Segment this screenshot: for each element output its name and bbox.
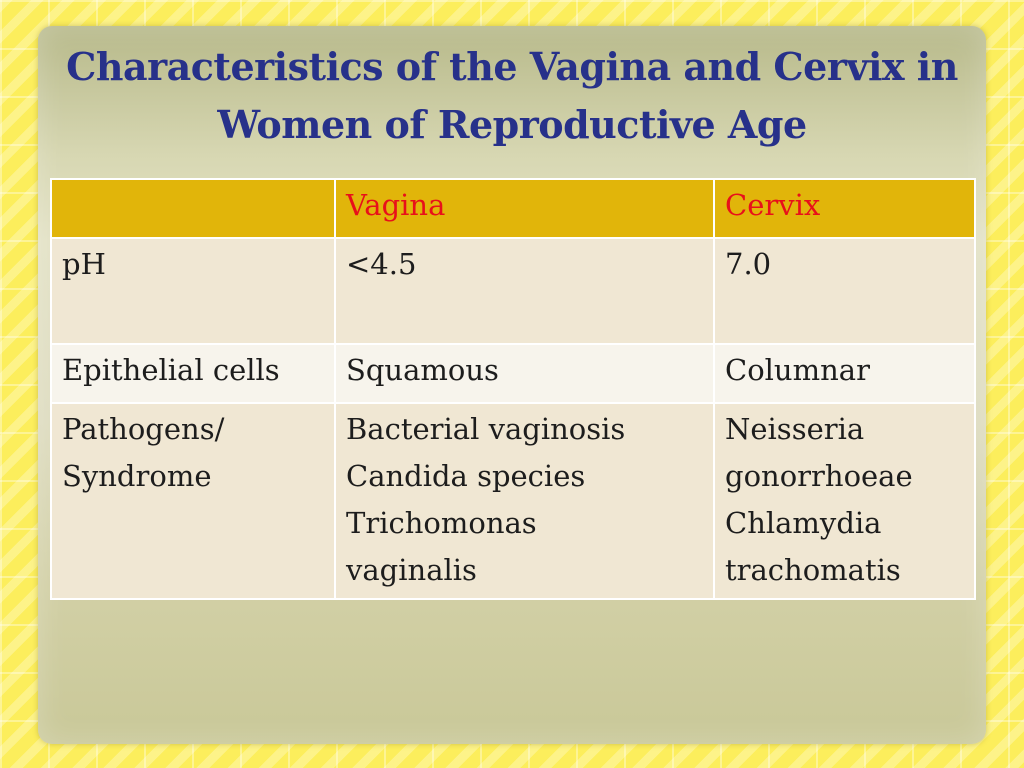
cervix-cell bbox=[714, 344, 975, 403]
row-label-cell bbox=[51, 403, 335, 599]
vagina-value: Candida species bbox=[346, 459, 586, 493]
header-cell-cervix: Cervix bbox=[714, 179, 975, 238]
cervix-value: Neisseria bbox=[725, 412, 865, 446]
vagina-value: Trichomonas bbox=[346, 506, 537, 540]
cervix-value: 7.0 bbox=[725, 247, 772, 281]
vagina-cell bbox=[335, 403, 714, 599]
slide-title bbox=[0, 38, 1024, 154]
table-row-ph bbox=[51, 238, 975, 344]
cervix-cell bbox=[714, 403, 975, 599]
cervix-value: Chlamydia bbox=[725, 506, 882, 540]
cervix-value: gonorrhoeae bbox=[725, 459, 913, 493]
vagina-value: vaginalis bbox=[346, 553, 477, 587]
slide-title-line-2: Women of Reproductive Age bbox=[217, 102, 807, 147]
vagina-value: Squamous bbox=[346, 353, 499, 387]
slide-title-line-1: Characteristics of the Vagina and Cervix in bbox=[66, 44, 958, 89]
row-label-text: Syndrome bbox=[62, 459, 212, 493]
header-cell-empty bbox=[51, 179, 335, 238]
table-header-row bbox=[51, 179, 975, 238]
vagina-value: <4.5 bbox=[346, 247, 417, 281]
cervix-value: Columnar bbox=[725, 353, 870, 387]
vagina-value: Bacterial vaginosis bbox=[346, 412, 626, 446]
row-label-text: Epithelial cells bbox=[62, 353, 280, 387]
cervix-value: trachomatis bbox=[725, 553, 901, 587]
row-label-cell bbox=[51, 238, 335, 344]
vagina-cell bbox=[335, 238, 714, 344]
vagina-cell bbox=[335, 344, 714, 403]
cervix-cell bbox=[714, 238, 975, 344]
comparison-table bbox=[50, 178, 976, 600]
header-cell-vagina: Vagina bbox=[335, 179, 714, 238]
table-row-epithelial-cells bbox=[51, 344, 975, 403]
row-label-text: pH bbox=[62, 247, 106, 281]
table-row-pathogens bbox=[51, 403, 975, 599]
row-label-cell bbox=[51, 344, 335, 403]
row-label-text: Pathogens/ bbox=[62, 412, 225, 446]
